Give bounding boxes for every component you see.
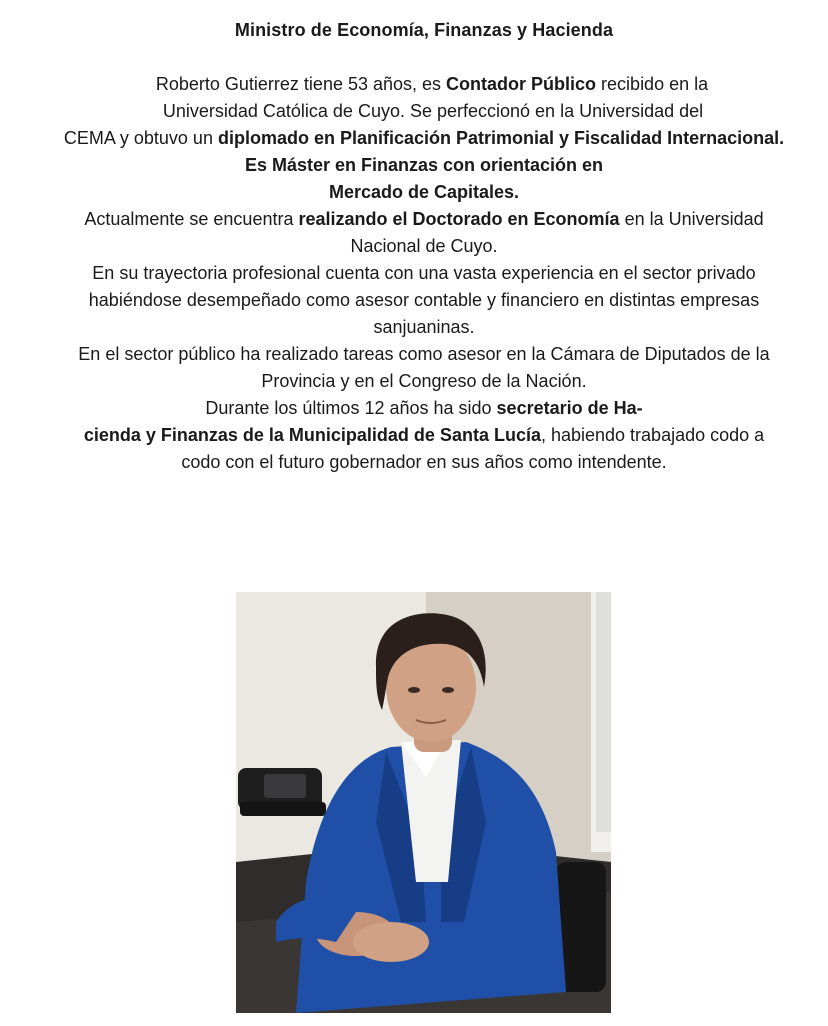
page-title: Ministro de Economía, Finanzas y Hacienda <box>234 20 614 40</box>
bio-line-15: codo con el futuro gobernador en sus años como intendente. <box>181 452 667 472</box>
bio-line-4: Es Máster en Finanzas con orientación en <box>244 155 604 175</box>
bio-line-14: cienda y Finanzas de la Municipalidad de Santa Lucía, habiendo trabajado codo a <box>83 425 765 445</box>
bio-line-13: Durante los últimos 12 años ha sido secretario de Ha- <box>205 398 643 418</box>
bio-line-3: CEMA y obtuvo un diplomado en Planificación Patrimonial y Fiscalidad Internacional. <box>63 128 785 148</box>
bio-line-8: En su trayectoria profesional cuenta con una vasta experiencia en el sector privado <box>92 263 756 283</box>
bio-line-12: Provincia y en el Congreso de la Nación. <box>261 371 587 391</box>
bio-line-6: Actualmente se encuentra realizando el Doctorado en Economía en la Universidad <box>84 209 764 229</box>
portrait-photo <box>236 592 611 1013</box>
bio-line-9: habiéndose desempeñado como asesor contable y financiero en distintas empresas <box>88 290 760 310</box>
bio-line-5: Mercado de Capitales. <box>328 182 520 202</box>
bio-line-10: sanjuaninas. <box>373 317 475 337</box>
bio-line-7: Nacional de Cuyo. <box>350 236 498 256</box>
bio-line-2: Universidad Católica de Cuyo. Se perfeccionó en la Universidad del <box>162 101 704 121</box>
bio-line-1: Roberto Gutierrez tiene 53 años, es Contador Público recibido en la <box>155 74 709 94</box>
portrait-illustration <box>236 592 611 1013</box>
bio-line-11: En el sector público ha realizado tareas como asesor en la Cámara de Diputados de la <box>78 344 770 364</box>
